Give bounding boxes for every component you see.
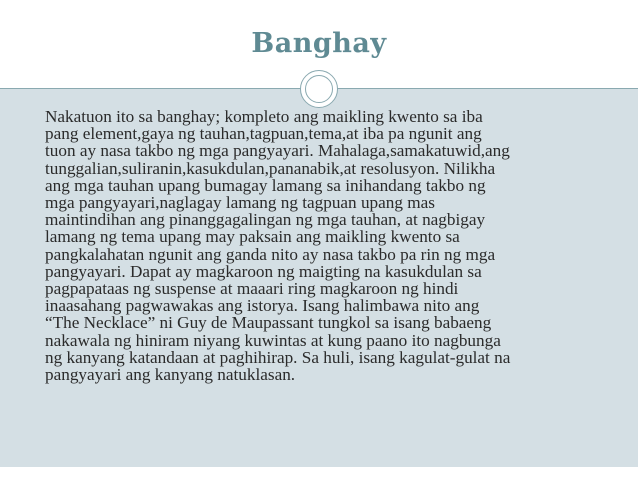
body-line: pagpapataas ng suspense at maaari ring magkaroon ng hindi — [45, 279, 459, 299]
body-line: tunggalian,suliranin,kasukdulan,pananabik,at resolusyon. Nilikha — [45, 158, 496, 178]
body-line: ang mga tauhan upang bumagay lamang sa inihandang takbo ng — [45, 175, 486, 195]
bottom-strip — [0, 467, 638, 479]
body-line: pang element,gaya ng tauhan,tagpuan,tema,at iba pa ngunit ang — [45, 124, 482, 144]
slide-title: Banghay — [251, 28, 387, 59]
body-line: maintindihan ang pinanggagalingan ng mga tauhan, at nagbigay — [45, 210, 486, 230]
body-line: pangkalahatan ngunit ang ganda nito ay nasa takbo pa rin ng mga — [45, 244, 496, 264]
divider-ornament-inner-circle — [305, 75, 333, 103]
body-line: nakawala ng hiniram niyang kuwintas at kung paano ito nagbunga — [45, 330, 501, 350]
body-line: Nakatuon ito sa banghay; kompleto ang maikling kwento sa iba — [45, 107, 483, 126]
slide-body-text — [45, 108, 605, 383]
body-line: pangyayari. Dapat ay magkaroon ng maigting na kasukdulan sa — [45, 261, 482, 281]
body-line: ng kanyang katandaan at paghihirap. Sa huli, isang kagulat-gulat na — [45, 347, 511, 367]
body-line: mga pangyayari,naglagay lamang ng tagpuan upang mas — [45, 193, 435, 213]
body-line: tuon ay nasa takbo ng mga pangyayari. Mahalaga,samakatuwid,ang — [45, 141, 510, 161]
body-line: inaasahang pagwawakas ang istorya. Isang halimbawa nito ang — [45, 296, 480, 316]
body-line: lamang ng tema upang may paksain ang maikling kwento sa — [45, 227, 460, 247]
body-line: pangyayari ang kanyang natuklasan. — [45, 365, 296, 385]
body-line: “The Necklace” ni Guy de Maupassant tungkol sa isang babaeng — [45, 313, 492, 333]
